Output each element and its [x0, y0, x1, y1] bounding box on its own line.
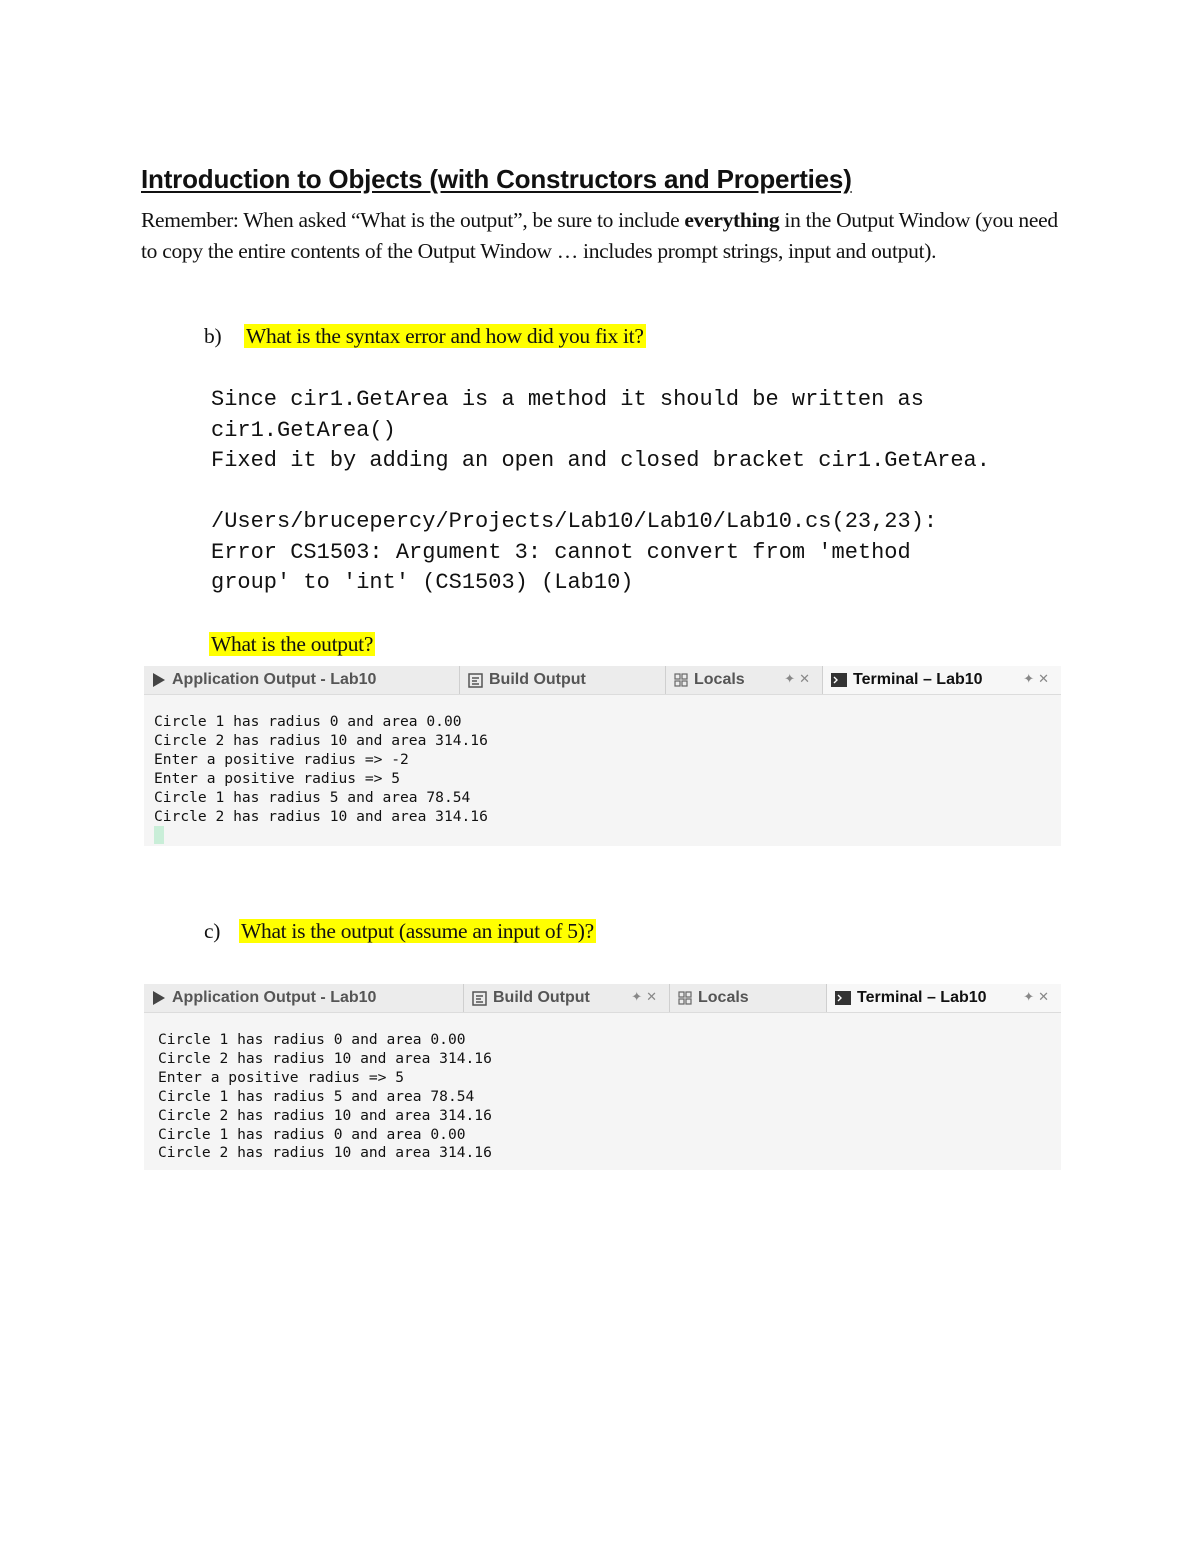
- play-icon: [152, 672, 166, 688]
- question-b: [204, 324, 646, 349]
- tab-locals[interactable]: [666, 666, 823, 694]
- tab-build-output[interactable]: [460, 666, 666, 694]
- terminal-line: Circle 2 has radius 10 and area 314.16: [154, 807, 488, 825]
- tab-build-output[interactable]: [464, 984, 670, 1012]
- error-line: group' to 'int' (CS1503) (Lab10): [211, 570, 634, 595]
- close-icon[interactable]: ✕: [799, 671, 814, 686]
- terminal-line: Circle 1 has radius 5 and area 78.54: [154, 788, 471, 806]
- terminal-line: Enter a positive radius => -2: [154, 750, 409, 768]
- document-title: Introduction to Objects (with Constructors and Properties): [141, 164, 852, 194]
- terminal-line: Circle 2 has radius 10 and area 314.16: [158, 1144, 492, 1162]
- tab-terminal[interactable]: [827, 984, 1061, 1012]
- ide-output-panel-c: [144, 984, 1061, 1170]
- tab-label: Locals: [698, 989, 749, 1006]
- tab-label: Terminal – Lab10: [857, 989, 987, 1006]
- tab-controls: [1023, 989, 1053, 1005]
- terminal-line: Enter a positive radius => 5: [158, 1068, 405, 1086]
- question-letter: b): [204, 324, 222, 348]
- error-line: /Users/brucepercy/Projects/Lab10/Lab10/Lab10.cs(23,23):: [211, 509, 938, 534]
- play-icon: [152, 990, 166, 1006]
- grid-icon: [674, 673, 688, 687]
- question-c-prompt: What is the output (assume an input of 5)?: [241, 919, 594, 943]
- tab-terminal[interactable]: [823, 666, 1061, 694]
- terminal-output: [144, 1013, 1061, 1163]
- output-prompt-b: What is the output?: [211, 632, 374, 656]
- tab-label: Locals: [694, 671, 745, 688]
- close-icon[interactable]: ✕: [646, 989, 661, 1004]
- intro-bold-word: everything: [684, 208, 780, 232]
- terminal-line: Circle 1 has radius 5 and area 78.54: [158, 1087, 475, 1105]
- build-output-icon: [468, 673, 483, 688]
- terminal-line: Circle 2 has radius 10 and area 314.16: [154, 731, 488, 749]
- tab-label: Build Output: [489, 671, 586, 688]
- tab-controls: [1023, 671, 1053, 687]
- question-c: [204, 919, 596, 944]
- tab-controls: [631, 989, 661, 1005]
- answer-line: cir1.GetArea(): [211, 417, 396, 443]
- terminal-output: [144, 695, 1061, 844]
- terminal-line: Circle 1 has radius 0 and area 0.00: [158, 1031, 466, 1048]
- close-icon[interactable]: ✕: [1038, 671, 1053, 686]
- panel-tabs: [144, 666, 1061, 695]
- close-icon[interactable]: ✕: [1038, 989, 1053, 1004]
- tab-label: Terminal – Lab10: [853, 671, 983, 688]
- terminal-cursor: [154, 826, 164, 844]
- intro-paragraph: [141, 205, 1071, 267]
- intro-text-end: in the Output Window (you need to copy the entire contents of the Output Window … includes prompt strings, input and output).: [141, 208, 1058, 263]
- tab-application-output[interactable]: [144, 984, 464, 1012]
- ide-output-panel-b: [144, 666, 1061, 846]
- tab-label: Build Output: [493, 989, 590, 1006]
- terminal-icon: [831, 673, 847, 687]
- tab-label: Application Output - Lab10: [172, 671, 377, 688]
- answer-b-text: [211, 385, 1111, 477]
- tab-locals[interactable]: [670, 984, 827, 1012]
- answer-line: Fixed it by adding an open and closed bracket cir1.GetArea.: [211, 448, 990, 473]
- terminal-line: Circle 2 has radius 10 and area 314.16: [158, 1106, 492, 1124]
- intro-text-start: Remember: When asked “What is the output”, be sure to include: [141, 208, 685, 232]
- pin-icon[interactable]: ✦: [1023, 989, 1039, 1004]
- panel-tabs: [144, 984, 1061, 1013]
- terminal-line: Enter a positive radius => 5: [154, 769, 401, 787]
- pin-icon[interactable]: ✦: [784, 671, 800, 686]
- tab-label: Application Output - Lab10: [172, 989, 377, 1006]
- grid-icon: [678, 991, 692, 1005]
- pin-icon[interactable]: ✦: [1023, 671, 1039, 686]
- output-question-b: [209, 632, 375, 657]
- question-letter: c): [204, 919, 221, 943]
- answer-line: Since cir1.GetArea is a method it should be written as: [211, 387, 924, 412]
- tab-controls: [784, 671, 814, 687]
- pin-icon[interactable]: ✦: [631, 989, 647, 1004]
- error-line: Error CS1503: Argument 3: cannot convert from 'method: [211, 539, 911, 565]
- terminal-line: Circle 1 has radius 0 and area 0.00: [158, 1125, 466, 1143]
- tab-application-output[interactable]: [144, 666, 460, 694]
- terminal-icon: [835, 991, 851, 1005]
- error-message: [211, 507, 1111, 599]
- terminal-line: Circle 1 has radius 0 and area 0.00: [154, 713, 462, 730]
- build-output-icon: [472, 991, 487, 1006]
- terminal-line: Circle 2 has radius 10 and area 314.16: [158, 1049, 492, 1067]
- question-b-prompt: What is the syntax error and how did you fix it?: [246, 324, 644, 348]
